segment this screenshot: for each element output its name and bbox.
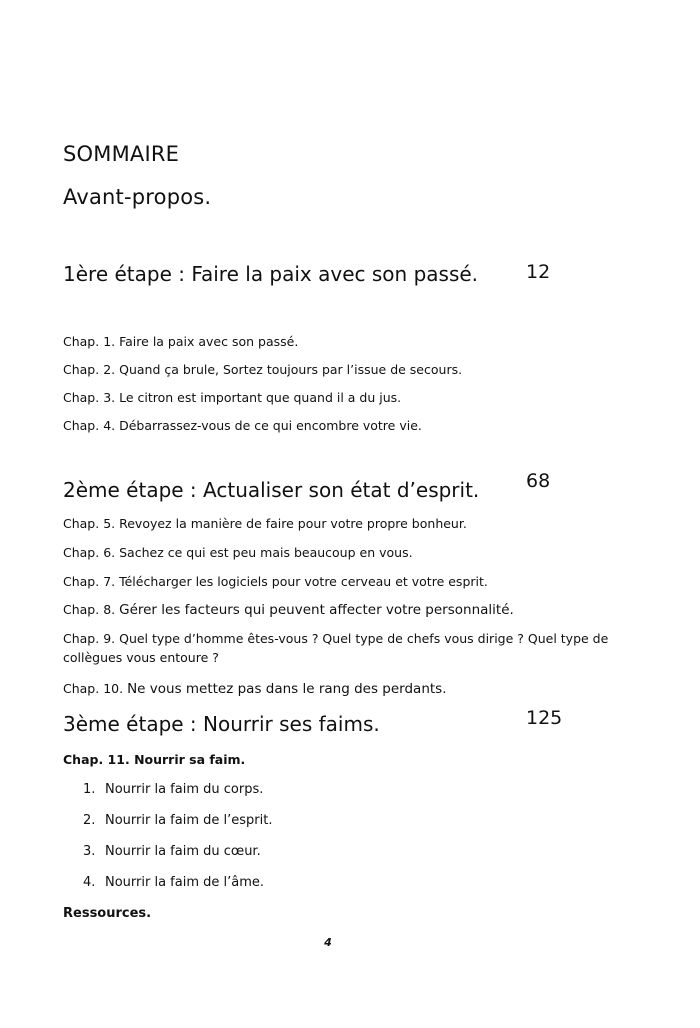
chapter-label: Chap. 7. [63,574,116,589]
chapter-label: Chap. 11. [63,752,130,767]
chapter-text: Nourrir sa faim. [134,752,246,767]
list-text: Nourrir la faim de l’esprit. [105,813,273,828]
list-item [83,875,264,891]
list-item [83,782,263,798]
list-number: 4. [83,875,96,890]
section-3-page: 125 [526,707,563,729]
section-1-page: 12 [526,261,551,283]
chapter-text: Gérer les facteurs qui peuvent affecter votre personnalité. [119,602,514,618]
list-text: Nourrir la faim du corps. [105,782,264,797]
chapter-label: Chap. 1. [63,334,116,349]
chapter-label: Chap. 8. [63,602,116,617]
chapter-label: Chap. 6. [63,545,116,560]
resources-heading: Ressources. [63,906,152,921]
chapter-label: Chap. 3. [63,390,116,405]
chapter-text: Faire la paix avec son passé. [119,334,299,349]
chapter-text: Quand ça brule, Sortez toujours par l’issue de secours. [119,362,463,377]
chapter-2 [63,362,462,377]
chapter-5 [63,516,467,531]
chapter-10 [63,681,447,697]
chapter-11 [63,752,245,767]
chapter-label: Chap. 2. [63,362,116,377]
section-2-heading: 2ème étape : Actualiser son état d’esprit. [63,478,480,502]
section-3-heading: 3ème étape : Nourrir ses faims. [63,712,380,736]
chapter-7 [63,574,488,589]
chapter-6 [63,545,413,560]
chapter-3 [63,390,401,405]
chapter-9 [63,629,623,668]
chapter-label: Chap. 9. [63,631,116,646]
list-text: Nourrir la faim du cœur. [105,844,261,859]
chapter-text: Le citron est important que quand il a du jus. [119,390,402,405]
list-number: 3. [83,844,96,859]
section-2-page: 68 [526,470,551,492]
chapter-text: Débarrassez-vous de ce qui encombre votre vie. [119,418,422,433]
page-number: 4 [324,936,332,949]
chapter-8 [63,602,514,618]
chapter-text: Sachez ce qui est peu mais beaucoup en vous. [119,545,413,560]
chapter-1 [63,334,298,349]
list-item [83,844,261,860]
chapter-text: Ne vous mettez pas dans le rang des perdants. [127,681,447,697]
chapter-label: Chap. 5. [63,516,116,531]
chapter-text: Télécharger les logiciels pour votre cerveau et votre esprit. [119,574,488,589]
list-item [83,813,272,829]
chapter-text: Quel type d’homme êtes-vous ? Quel type de chefs vous dirige ? Quel type de collègues vous entoure ? [63,631,609,666]
list-text: Nourrir la faim de l’âme. [105,875,265,890]
section-1-heading: 1ère étape : Faire la paix avec son passé. [63,262,479,286]
list-number: 1. [83,782,96,797]
foreword: Avant-propos. [63,185,212,209]
list-number: 2. [83,813,96,828]
toc-title: SOMMAIRE [63,142,180,166]
chapter-label: Chap. 4. [63,418,116,433]
chapter-label: Chap. 10. [63,681,124,696]
chapter-text: Revoyez la manière de faire pour votre propre bonheur. [119,516,467,531]
chapter-4 [63,418,422,433]
